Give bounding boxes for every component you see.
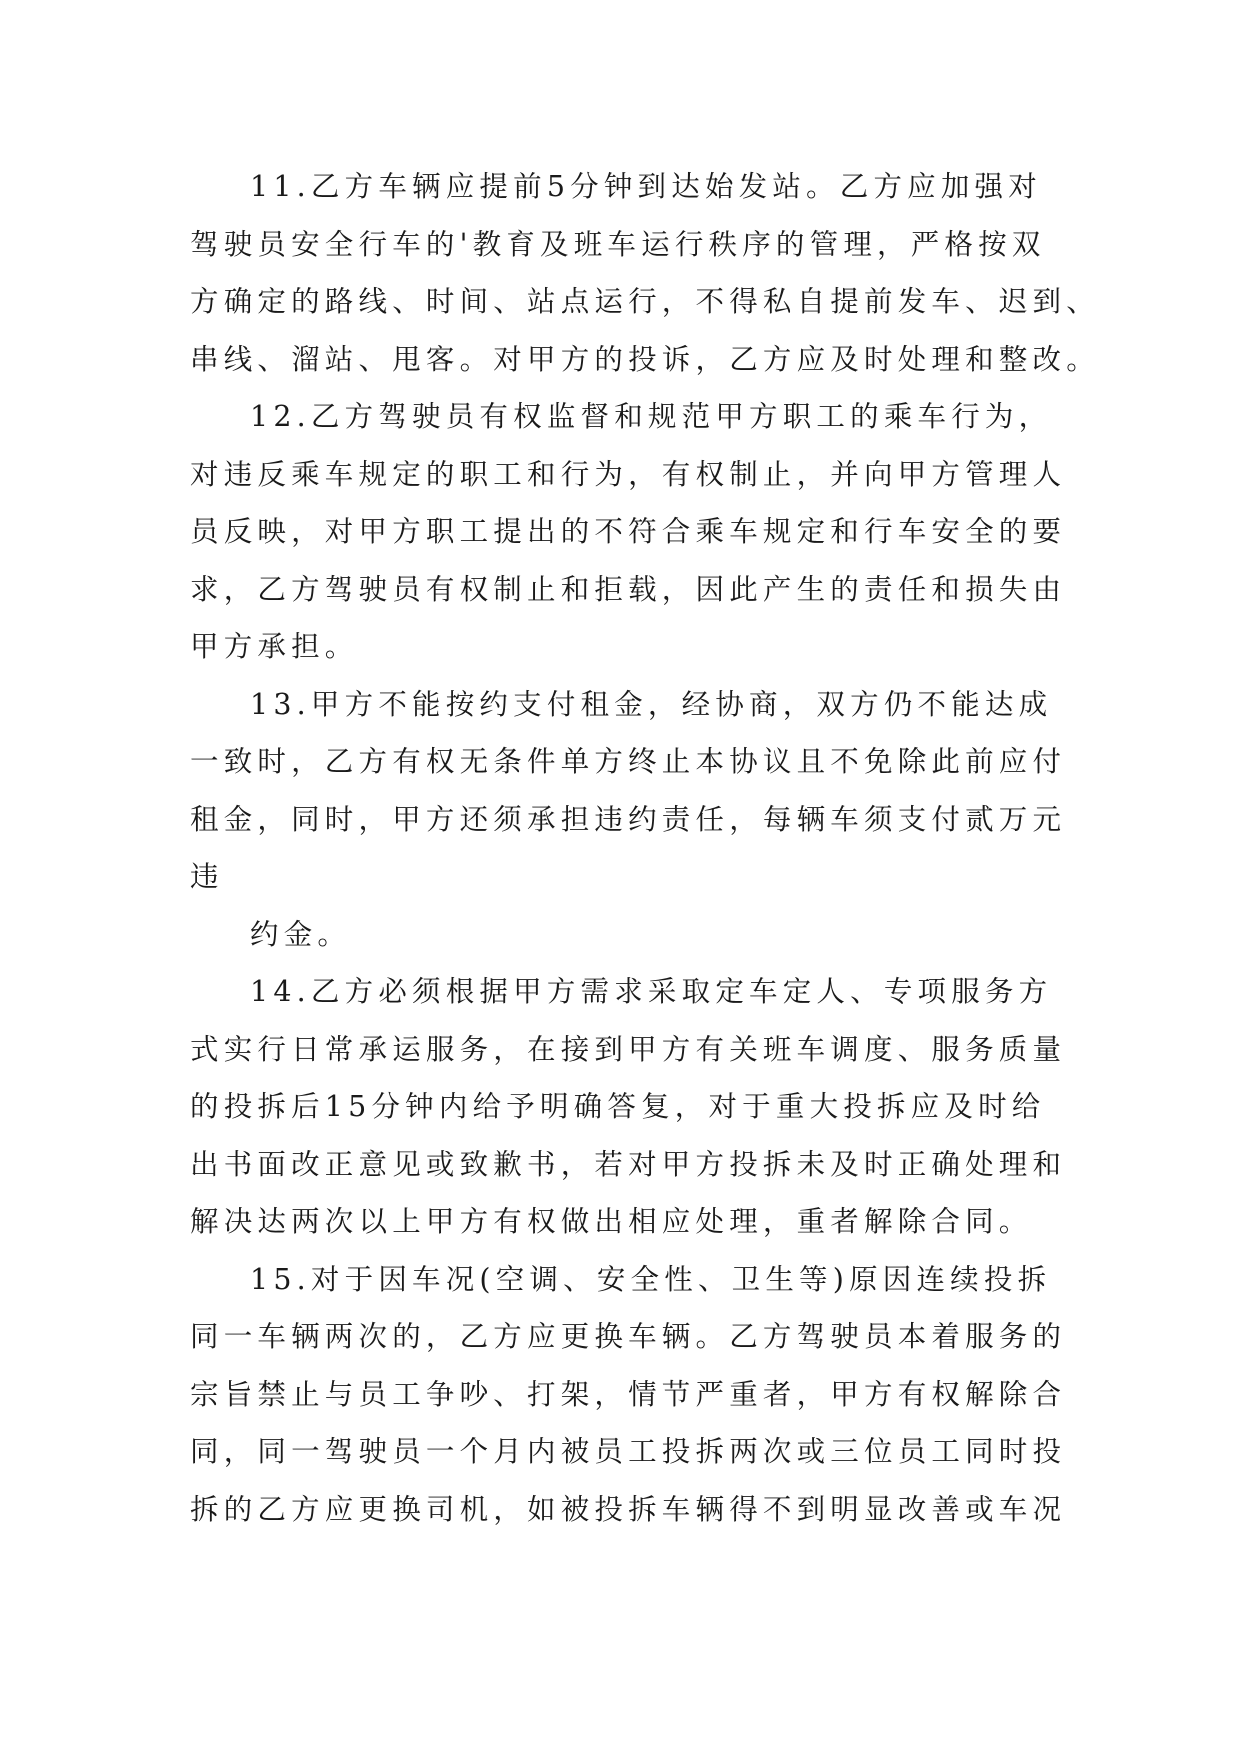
text-line: 出书面改正意见或致歉书，若对甲方投拆未及时正确处理和 xyxy=(190,1147,1067,1181)
text-line: 约金。 xyxy=(250,917,352,951)
clause-13-continuation xyxy=(190,906,1060,964)
text-line: 甲方承担。 xyxy=(190,630,359,663)
text-line: 式实行日常承运服务，在接到甲方有关班车调度、服务质量 xyxy=(190,1032,1067,1066)
clause-14 xyxy=(190,963,1067,1251)
clause-15 xyxy=(190,1251,1067,1539)
text-line: 12.乙方驾驶员有权监督和规范甲方职工的乘车行为， xyxy=(250,400,1053,433)
text-line: 违 xyxy=(190,860,224,893)
text-line: 11.乙方车辆应提前5分钟到达始发站。乙方应加强对 xyxy=(250,170,1042,203)
clause-12 xyxy=(190,388,1067,676)
text-line: 拆的乙方应更换司机，如被投拆车辆得不到明显改善或车况 xyxy=(190,1492,1067,1526)
text-line: 14.乙方必须根据甲方需求采取定车定人、专项服务方 xyxy=(250,975,1053,1008)
text-line: 方确定的路线、时间、站点运行，不得私自提前发车、迟到、 xyxy=(190,285,1100,318)
text-line: 对违反乘车规定的职工和行为，有权制止，并向甲方管理人 xyxy=(190,457,1067,491)
text-line: 驾驶员安全行车的'教育及班车运行秩序的管理，严格按双 xyxy=(190,227,1046,261)
text-line: 一致时，乙方有权无条件单方终止本协议且不免除此前应付 xyxy=(190,745,1067,778)
text-line: 宗旨禁止与员工争吵、打架，情节严重者，甲方有权解除合 xyxy=(190,1377,1067,1411)
text-line: 员反映，对甲方职工提出的不符合乘车规定和行车安全的要 xyxy=(190,515,1067,548)
text-line: 同，同一驾驶员一个月内被员工投拆两次或三位员工同时投 xyxy=(190,1435,1067,1468)
text-line: 解决达两次以上甲方有权做出相应处理，重者解除合同。 xyxy=(190,1205,1033,1238)
text-line: 的投拆后15分钟内给予明确答复，对于重大投拆应及时给 xyxy=(190,1090,1046,1123)
clause-11 xyxy=(190,158,1100,388)
text-line: 15.对于因车况(空调、安全性、卫生等)原因连续投拆 xyxy=(250,1262,1052,1296)
text-line: 同一车辆两次的，乙方应更换车辆。乙方驾驶员本着服务的 xyxy=(190,1320,1067,1353)
clause-13 xyxy=(190,676,1067,906)
text-line: 串线、溜站、甩客。对甲方的投诉，乙方应及时处理和整改。 xyxy=(190,342,1100,376)
text-line: 租金，同时，甲方还须承担违约责任，每辆车须支付贰万元 xyxy=(190,802,1067,836)
text-line: 求，乙方驾驶员有权制止和拒载，因此产生的责任和损失由 xyxy=(190,572,1067,606)
document-body xyxy=(190,158,1100,1538)
text-line: 13.甲方不能按约支付租金，经协商，双方仍不能达成 xyxy=(250,687,1053,721)
